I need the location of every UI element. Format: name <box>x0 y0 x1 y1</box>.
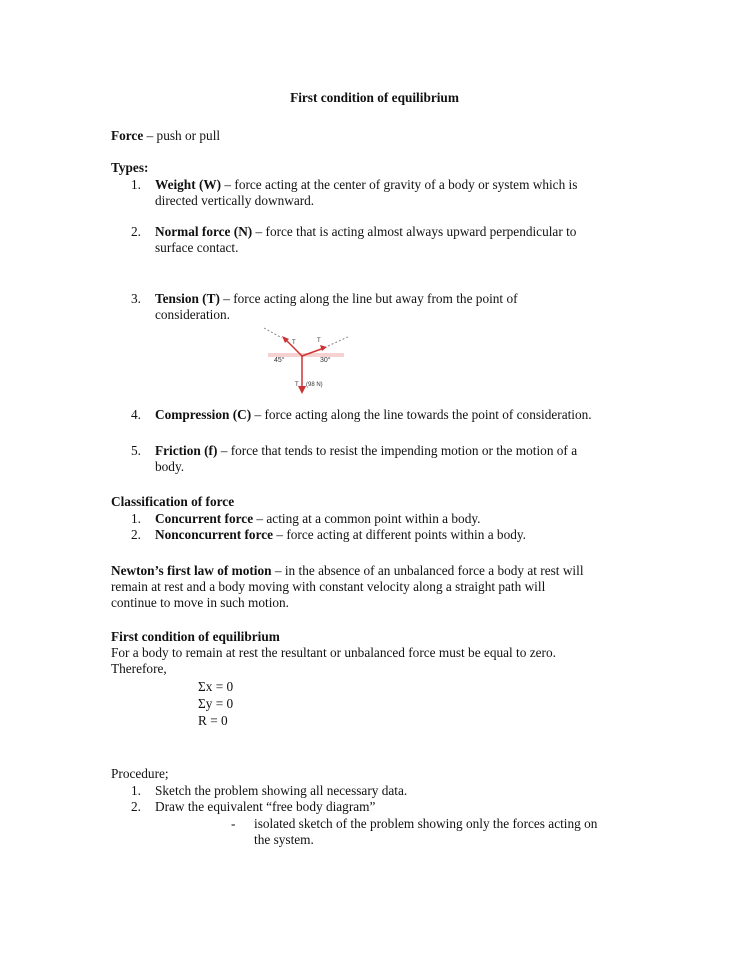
procedure-heading: Procedure; <box>111 766 169 781</box>
support-line-left <box>264 328 282 338</box>
item-number: 4. <box>131 407 141 422</box>
item-text-cont: consideration. <box>155 307 230 322</box>
newton-text-cont: continue to move in such motion. <box>111 595 290 610</box>
item-text: – force that is acting almost always upward perpendicular to <box>252 224 577 239</box>
item-number: 2. <box>131 224 141 239</box>
force-text: – push or pull <box>143 128 221 143</box>
force-definition <box>111 128 220 144</box>
equilibrium-therefore: Therefore, <box>111 661 167 676</box>
step-number: 1. <box>131 783 141 798</box>
support-line-right <box>328 336 350 346</box>
angle-left-label: 45° <box>274 357 285 364</box>
item-term: Compression (C) <box>155 407 252 422</box>
item-term: Concurrent force <box>155 511 254 526</box>
step-text: Draw the equivalent “free body diagram” <box>155 799 376 814</box>
equation-sum-y: Σy = 0 <box>198 696 234 711</box>
item-number: 2. <box>131 527 141 542</box>
step-number: 2. <box>131 799 141 814</box>
item-number: 3. <box>131 291 141 306</box>
newton-term: Newton’s first law of motion <box>111 563 272 578</box>
item-text: – force that tends to resist the impending motion or the motion of a <box>217 443 578 458</box>
types-heading: Types: <box>111 160 149 175</box>
t2-label: T <box>317 338 321 344</box>
item-text: – force acting at different points within a body. <box>273 527 526 542</box>
equilibrium-heading: First condition of equilibrium <box>111 629 280 644</box>
sub-dash: - <box>231 816 236 831</box>
equation-sum-x: Σx = 0 <box>198 679 234 694</box>
arrow-down <box>298 386 306 394</box>
item-text: – force acting along the line but away from the point of <box>219 291 518 306</box>
t-label: T <box>295 382 299 388</box>
equation-resultant: R = 0 <box>198 713 228 728</box>
equilibrium-text: For a body to remain at rest the resultant or unbalanced force must be equal to zero. <box>111 645 556 660</box>
newton-paragraph <box>111 563 584 579</box>
force-term: Force <box>111 128 144 143</box>
t1-label: T <box>292 340 296 346</box>
sub-text-cont: the system. <box>254 832 314 847</box>
item-number: 1. <box>131 511 141 526</box>
angle-right-label: 30° <box>320 357 331 364</box>
tension-diagram <box>262 326 352 396</box>
sub-text: isolated sketch of the problem showing only the forces acting on <box>254 816 598 831</box>
item-text: – acting at a common point within a body. <box>253 511 481 526</box>
item-text: – force acting along the line towards the point of consideration. <box>251 407 592 422</box>
newton-text: – in the absence of an unbalanced force a body at rest will <box>271 563 584 578</box>
item-term: Normal force (N) <box>155 224 253 239</box>
classification-heading: Classification of force <box>111 494 235 509</box>
item-number: 5. <box>131 443 141 458</box>
item-term: Tension (T) <box>155 291 220 306</box>
item-text: – force acting at the center of gravity of a body or system which is <box>221 177 578 192</box>
item-term: Nonconcurrent force <box>155 527 274 542</box>
weight-label: (98 N) <box>306 382 323 388</box>
item-number: 1. <box>131 177 141 192</box>
step-text: Sketch the problem showing all necessary data. <box>155 783 408 798</box>
arrow-right <box>320 345 327 351</box>
item-text-cont: surface contact. <box>155 240 239 255</box>
item-term: Weight (W) <box>155 177 222 192</box>
page-title: First condition of equilibrium <box>290 90 459 105</box>
newton-text-cont: remain at rest and a body moving with constant velocity along a straight path will <box>111 579 546 594</box>
item-text-cont: directed vertically downward. <box>155 193 315 208</box>
item-term: Friction (f) <box>155 443 218 458</box>
item-text-cont: body. <box>155 459 185 474</box>
